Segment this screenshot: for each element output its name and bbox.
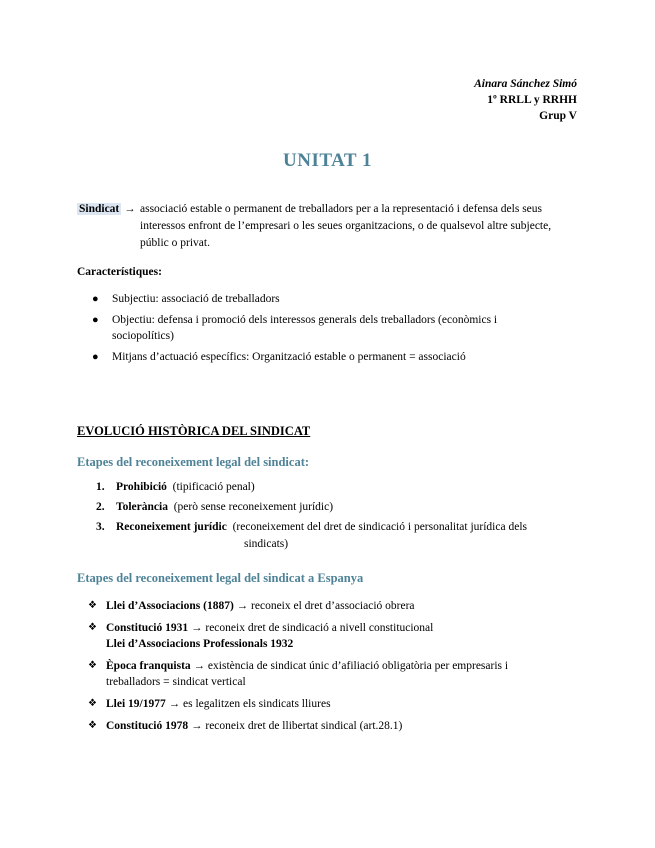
list-item: ❖ Constitució 1978 → reconeix dret de llibertat sindical (art.28.1) xyxy=(88,720,403,732)
course-label: 1º RRLL y RRHH xyxy=(487,94,577,106)
author-name: Ainara Sánchez Simó xyxy=(474,78,577,90)
definition-text: associació estable o permanent de treballadors per a la representació i defensa dels seus interessos enfront de l’empresari o les seues organitzacions, o de qualsevol altre subjecte, públic o privat. xyxy=(140,203,552,249)
diamond-bullet-icon: ❖ xyxy=(88,698,97,709)
definition-term: Sindicat xyxy=(79,203,120,215)
stages-heading: Etapes del reconeixement legal del sindicat: xyxy=(77,455,310,469)
list-item: 2. Tolerància (però sense reconeixement jurídic) xyxy=(96,501,334,513)
list-item: ❖ Llei 19/1977 → es legalitzen els sindicats lliures xyxy=(88,698,331,710)
characteristics-heading: Característiques: xyxy=(77,266,162,278)
diamond-bullet-icon: ❖ xyxy=(88,622,97,633)
author-block xyxy=(474,76,577,124)
bullet-icon: ● xyxy=(92,293,99,305)
list-item: 3. Reconeixement jurídic (reconeixement del dret de sindicació i personalitat jurídica dels sindicats) xyxy=(96,521,527,550)
characteristics-list xyxy=(90,291,540,370)
list-item: 1. Prohibició (tipificació penal) xyxy=(96,481,255,493)
list-item: ❖ Llei d’Associacions (1887) → reconeix el dret d’associació obrera xyxy=(88,600,415,612)
list-item: ● Objectiu: defensa i promoció dels interessos generals dels treballadors (econòmics i sociopolítics) xyxy=(92,314,498,342)
list-item: ● Subjectiu: associació de treballadors xyxy=(92,293,280,305)
page-title: UNITAT 1 xyxy=(283,150,372,171)
list-item: ● Mitjans d’actuació específics: Organització estable o permanent = associació xyxy=(92,351,466,363)
spain-list xyxy=(86,598,556,740)
definition-arrow: → xyxy=(124,203,136,215)
section-heading: EVOLUCIÓ HISTÒRICA DEL SINDICAT xyxy=(77,424,311,438)
sub-law: Llei d’Associacions Professionals 1932 xyxy=(106,638,294,650)
group-label: Grup V xyxy=(539,110,577,122)
list-item: ❖ Constitució 1931 → reconeix dret de sindicació a nivell constitucional Llei d’Associacions Professionals 1932 xyxy=(86,620,556,652)
diamond-bullet-icon: ❖ xyxy=(88,720,97,731)
list-item: ❖ Època franquista → existència de sindicat únic d’afiliació obligatòria per empresaris i treballadors = sindicat vertical xyxy=(88,660,509,688)
diamond-bullet-icon: ❖ xyxy=(88,600,97,611)
spain-heading: Etapes del reconeixement legal del sindicat a Espanya xyxy=(77,571,364,585)
bullet-icon: ● xyxy=(92,351,99,363)
stages-list xyxy=(96,479,566,556)
diamond-bullet-icon: ❖ xyxy=(88,660,97,671)
bullet-icon: ● xyxy=(92,314,99,326)
